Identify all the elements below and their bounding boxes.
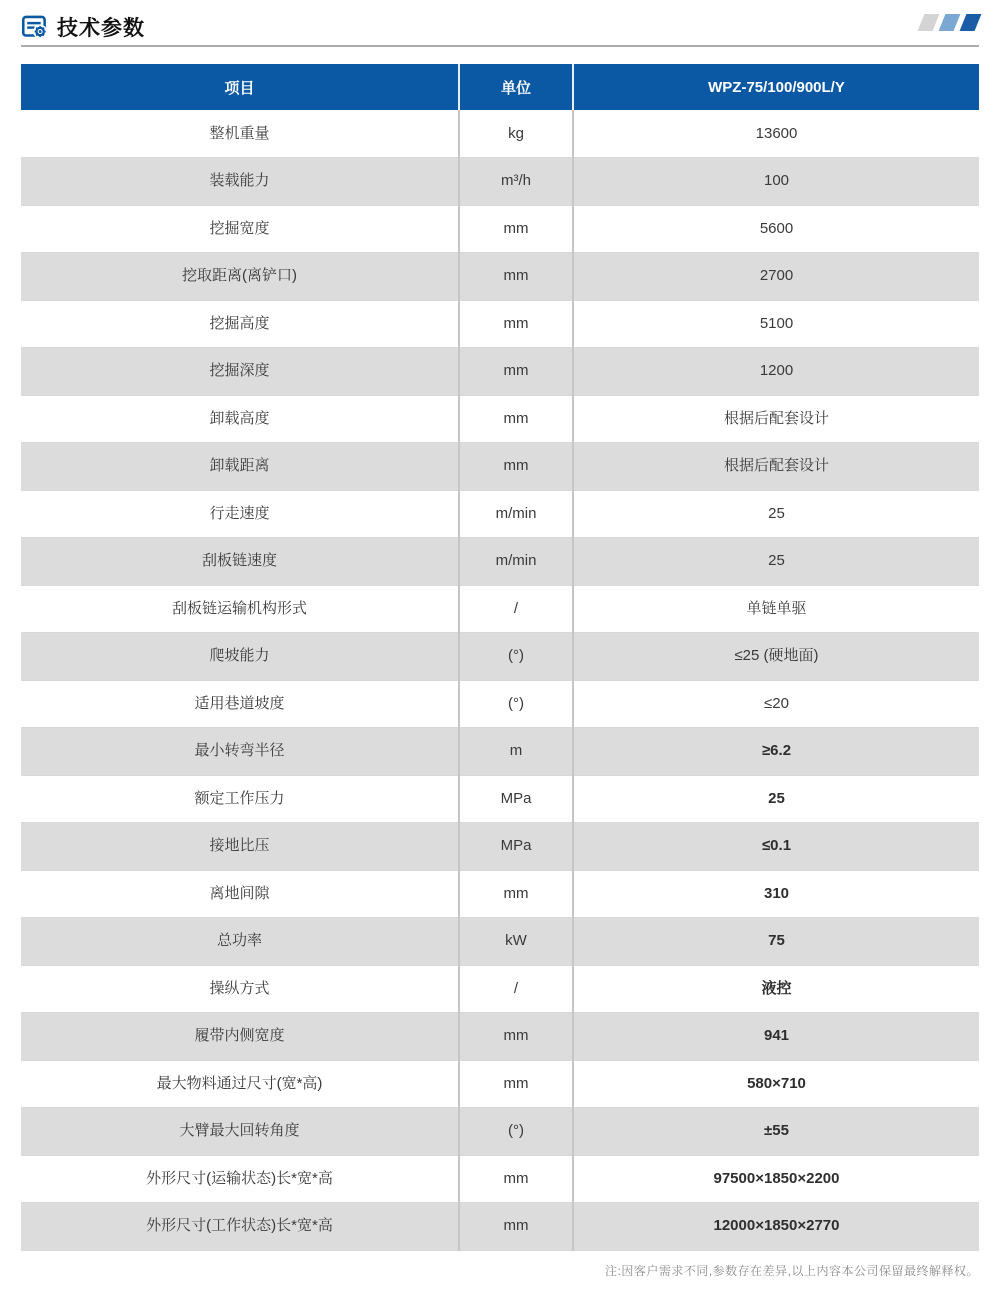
param-unit: MPa xyxy=(459,823,573,871)
table-row xyxy=(21,775,979,823)
slash-icon-blue xyxy=(960,14,982,31)
table-row xyxy=(21,348,979,396)
param-value: 1200 xyxy=(573,348,979,396)
decor-slashes xyxy=(921,14,978,31)
param-unit: / xyxy=(459,585,573,633)
column-header-unit: 单位 xyxy=(459,64,573,110)
table-row xyxy=(21,253,979,301)
param-label: 挖掘宽度 xyxy=(21,205,459,253)
param-label: 外形尺寸(运输状态)长*宽*高 xyxy=(21,1155,459,1203)
param-value: 25 xyxy=(573,538,979,586)
param-label: 离地间隙 xyxy=(21,870,459,918)
param-unit: MPa xyxy=(459,775,573,823)
table-row xyxy=(21,1060,979,1108)
param-unit: mm xyxy=(459,870,573,918)
param-label: 刮板链运输机构形式 xyxy=(21,585,459,633)
table-row xyxy=(21,1155,979,1203)
param-unit: (°) xyxy=(459,1108,573,1156)
table-row xyxy=(21,585,979,633)
table-row xyxy=(21,490,979,538)
param-label: 大臂最大回转角度 xyxy=(21,1108,459,1156)
param-unit: / xyxy=(459,965,573,1013)
param-value: ≤20 xyxy=(573,680,979,728)
param-value: 25 xyxy=(573,490,979,538)
table-row xyxy=(21,395,979,443)
spec-table-body xyxy=(21,110,979,1250)
param-unit: (°) xyxy=(459,633,573,681)
page-title: 技术参数 xyxy=(57,16,145,40)
param-label: 行走速度 xyxy=(21,490,459,538)
param-unit: (°) xyxy=(459,680,573,728)
param-unit: mm xyxy=(459,395,573,443)
column-header-model: WPZ-75/100/900L/Y xyxy=(573,64,979,110)
param-unit: mm xyxy=(459,443,573,491)
footer-note: 注:因客户需求不同,参数存在差异,以上内容本公司保留最终解释权。 xyxy=(604,1263,979,1278)
param-value: 根据后配套设计 xyxy=(573,443,979,491)
param-value: 100 xyxy=(573,158,979,206)
table-row xyxy=(21,823,979,871)
param-label: 刮板链速度 xyxy=(21,538,459,586)
param-label: 整机重量 xyxy=(21,110,459,158)
table-header-row xyxy=(21,64,979,110)
param-unit: m/min xyxy=(459,538,573,586)
document-gear-icon xyxy=(21,13,48,40)
param-label: 最大物料通过尺寸(宽*高) xyxy=(21,1060,459,1108)
param-unit: mm xyxy=(459,348,573,396)
param-unit: mm xyxy=(459,1013,573,1061)
table-row xyxy=(21,870,979,918)
param-label: 卸载高度 xyxy=(21,395,459,443)
param-unit: mm xyxy=(459,1060,573,1108)
param-unit: kg xyxy=(459,110,573,158)
param-label: 挖掘高度 xyxy=(21,300,459,348)
param-value: 25 xyxy=(573,775,979,823)
param-label: 总功率 xyxy=(21,918,459,966)
table-row xyxy=(21,1108,979,1156)
param-label: 适用巷道坡度 xyxy=(21,680,459,728)
param-value: 12000×1850×2770 xyxy=(573,1203,979,1251)
param-value: ≥6.2 xyxy=(573,728,979,776)
param-label: 履带内侧宽度 xyxy=(21,1013,459,1061)
param-value: 13600 xyxy=(573,110,979,158)
param-value: 580×710 xyxy=(573,1060,979,1108)
param-value: 5600 xyxy=(573,205,979,253)
title-divider xyxy=(21,45,979,47)
spec-table xyxy=(21,64,979,1251)
param-unit: m/min xyxy=(459,490,573,538)
param-value: ≤25 (硬地面) xyxy=(573,633,979,681)
param-label: 外形尺寸(工作状态)长*宽*高 xyxy=(21,1203,459,1251)
param-label: 额定工作压力 xyxy=(21,775,459,823)
param-label: 最小转弯半径 xyxy=(21,728,459,776)
title-bar xyxy=(21,11,979,42)
table-row xyxy=(21,633,979,681)
param-value: 单链单驱 xyxy=(573,585,979,633)
param-value: ±55 xyxy=(573,1108,979,1156)
table-row xyxy=(21,728,979,776)
param-label: 装载能力 xyxy=(21,158,459,206)
slash-icon-gray xyxy=(918,14,940,31)
param-value: 根据后配套设计 xyxy=(573,395,979,443)
table-row xyxy=(21,918,979,966)
param-label: 卸载距离 xyxy=(21,443,459,491)
table-row xyxy=(21,158,979,206)
table-row xyxy=(21,680,979,728)
param-unit: kW xyxy=(459,918,573,966)
param-value: 5100 xyxy=(573,300,979,348)
table-row xyxy=(21,110,979,158)
param-unit: mm xyxy=(459,253,573,301)
param-value: 310 xyxy=(573,870,979,918)
param-unit: mm xyxy=(459,300,573,348)
param-value: ≤0.1 xyxy=(573,823,979,871)
param-value: 75 xyxy=(573,918,979,966)
param-label: 挖取距离(离铲口) xyxy=(21,253,459,301)
param-unit: mm xyxy=(459,1203,573,1251)
table-row xyxy=(21,443,979,491)
param-label: 爬坡能力 xyxy=(21,633,459,681)
slash-icon-lightblue xyxy=(939,14,961,31)
param-label: 接地比压 xyxy=(21,823,459,871)
param-label: 操纵方式 xyxy=(21,965,459,1013)
table-row xyxy=(21,300,979,348)
param-value: 液控 xyxy=(573,965,979,1013)
table-row xyxy=(21,205,979,253)
column-header-item: 项目 xyxy=(21,64,459,110)
param-value: 941 xyxy=(573,1013,979,1061)
param-unit: mm xyxy=(459,1155,573,1203)
param-value: 2700 xyxy=(573,253,979,301)
param-value: 97500×1850×2200 xyxy=(573,1155,979,1203)
table-row xyxy=(21,538,979,586)
param-unit: m³/h xyxy=(459,158,573,206)
table-row xyxy=(21,965,979,1013)
param-unit: m xyxy=(459,728,573,776)
table-row xyxy=(21,1203,979,1251)
param-unit: mm xyxy=(459,205,573,253)
param-label: 挖掘深度 xyxy=(21,348,459,396)
table-row xyxy=(21,1013,979,1061)
